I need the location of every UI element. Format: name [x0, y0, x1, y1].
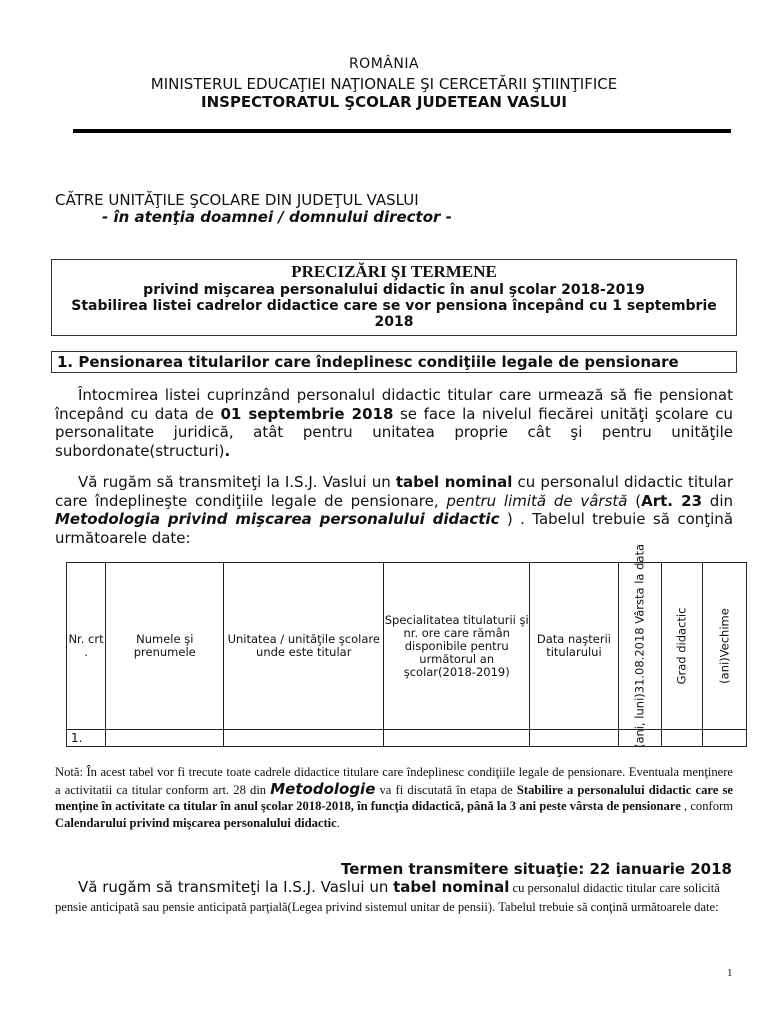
title-subject: privind mişcarea personalului didactic în anul şcolar 2018-2019 [143, 282, 645, 298]
header-country: ROMÂNIA [348, 56, 420, 72]
col-header-name: Numele şi prenumele [106, 563, 224, 730]
table-cell [224, 730, 384, 747]
header-inspectorate: INSPECTORATUL ŞCOLAR JUDETEAN VASLUI [201, 93, 567, 111]
table-cell [106, 730, 224, 747]
header-divider [73, 129, 731, 133]
addressee-attention: - în atenţia doamnei / domnului director - [102, 208, 452, 226]
paragraph-early-pension-request: Vă rugăm să transmiteţi la I.S.J. Vaslui un tabel nominal cu personalul didactic titular care solicită pensie anticipată sau pensie anticipată parţială(Legea privind sistemul unitar de pensii). Tabelul trebuie să conţină următoarele date: [55, 878, 720, 914]
col-header-grade: Grad didactic [662, 563, 703, 730]
col-header-nr: Nr. crt . [67, 563, 106, 730]
col-header-unit: Unitatea / unităţile şcolare unde este titular [224, 563, 384, 730]
paragraph-list-preparation: Întocmirea listei cuprinzând personalul didactic titular care urmează să fie pensionat începând cu data de 01 septembrie 2018 se face la nivelul fiecărei unităţi şcolare cu personalitate juridică, atât pentru unitatea proprie cât şi pentru unităţile subordonate(structuri). [55, 386, 733, 460]
paragraph-nominal-table-request: Vă rugăm să transmiteţi la I.S.J. Vaslui un tabel nominal cu personalul didactic titular care îndeplineşte condiţiile legale de pensionare, pentru limită de vârstă (Art. 23 din Metodologia privind mişcarea personalului didactic ) . Tabelul trebuie să conţină următoarele date: [55, 473, 734, 547]
col-header-age: (ani, luni)31.08.2018 Vârsta la data [618, 563, 662, 730]
table-cell [662, 730, 703, 747]
title-subtitle: Stabilirea listei cadrelor didactice care se vor pensiona începând cu 1 septembrie 2018 [71, 298, 717, 330]
nominal-table [66, 543, 747, 749]
section-1-heading: 1. Pensionarea titularilor care îndeplinesc condiţiile legale de pensionare [51, 351, 737, 373]
header-ministry: MINISTERUL EDUCAŢIEI NAŢIONALE ŞI CERCETĂRII ŞTIINŢIFICE [150, 75, 618, 93]
page-number: 1 [727, 967, 733, 979]
document-title: PRECIZĂRI ŞI TERMENE [291, 262, 497, 281]
table-cell [384, 730, 530, 747]
col-header-seniority: (ani)Vechime [703, 563, 747, 730]
addressee-line: CĂTRE UNITĂŢILE ŞCOLARE DIN JUDEŢUL VASLUI [55, 191, 419, 209]
col-header-specialty: Specialitatea titulaturii şi nr. ore care rămân disponibile pentru următorul an şcolar(2018-2019) [384, 563, 530, 730]
table-cell-nr: 1. [67, 730, 106, 747]
col-header-birthdate: Data naşterii titularului [530, 563, 618, 730]
table-cell [703, 730, 747, 747]
title-box [51, 259, 737, 336]
table-cell [530, 730, 618, 747]
deadline: Termen transmitere situaţie: 22 ianuarie 2018 [341, 860, 732, 878]
table-note: Notă: În acest tabel vor fi trecute toate cadrele didactice titulare care îndeplinesc condiţiile legale de pensionare. Eventuala menţinere a activitatii ca titular conform art. 28 din Metodologie va fi discutată în etapa de Stabilire a personalului didactic care se menţine în activitate ca titular în anul şcolar 2018-2018, în funcţia didactică, până la 3 ani peste vârsta de pensionare , conform Calendarului privind mişcarea personalului didactic. [55, 765, 733, 830]
